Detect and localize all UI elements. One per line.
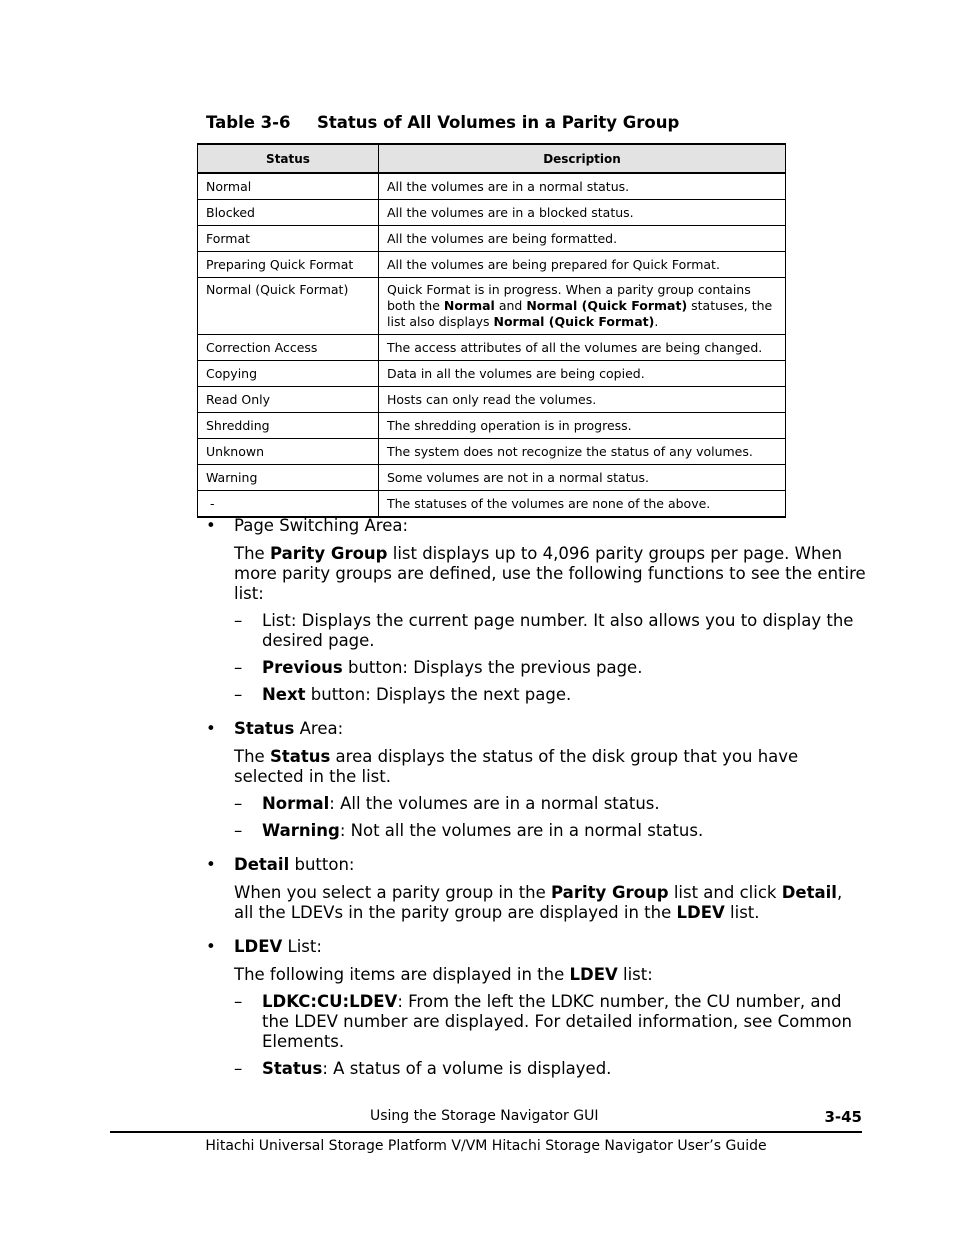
bullet-page-switching — [206, 516, 866, 536]
description-cell: All the volumes are in a blocked status. — [379, 200, 786, 226]
dash-item: – Next button: Displays the next page. — [234, 685, 572, 704]
description-cell: Quick Format is in progress. When a parity group contains both the Normal and Normal (Quick Format) statuses, the list also displays Normal (Quick Format). — [379, 278, 786, 335]
status-cell: Read Only — [198, 387, 379, 413]
table-row — [198, 465, 786, 491]
status-cell: Format — [198, 226, 379, 252]
bullet-mark: • — [206, 855, 216, 874]
description-cell: The shredding operation is in progress. — [379, 413, 786, 439]
paragraph: The Parity Group list displays up to 4,096 parity groups per page. When more parity groups are defined, use the following functions to see the entire list: — [234, 544, 866, 603]
header-description: Description — [379, 144, 786, 173]
paragraph: The following items are displayed in the LDEV list: — [234, 965, 653, 984]
header-status: Status — [198, 144, 379, 173]
dash-item: – Warning: Not all the volumes are in a normal status. — [234, 821, 704, 840]
dash-item: – Previous button: Displays the previous page. — [234, 658, 643, 677]
description-cell: The statuses of the volumes are none of the above. — [379, 491, 786, 518]
table-caption — [206, 113, 679, 132]
status-cell: - — [198, 491, 379, 518]
table-row — [198, 361, 786, 387]
table-title: Status of All Volumes in a Parity Group — [317, 113, 680, 132]
status-table — [197, 143, 786, 518]
footer-rule — [110, 1131, 862, 1133]
table-number: Table 3-6 — [206, 113, 291, 132]
table-row — [198, 413, 786, 439]
bullet-detail: • Detail button: — [206, 855, 355, 874]
description-cell: The access attributes of all the volumes are being changed. — [379, 335, 786, 361]
description-cell: All the volumes are in a normal status. — [379, 173, 786, 200]
bullet-status-area: • Status Area: — [206, 719, 344, 738]
status-cell: Unknown — [198, 439, 379, 465]
status-cell: Normal — [198, 173, 379, 200]
table-row — [198, 173, 786, 200]
description-cell: Data in all the volumes are being copied. — [379, 361, 786, 387]
table-row — [198, 439, 786, 465]
paragraph: When you select a parity group in the Parity Group list and click Detail, all the LDEVs in the parity group are displayed in the LDEV list. — [234, 883, 843, 922]
table-row — [198, 200, 786, 226]
status-cell: Warning — [198, 465, 379, 491]
description-cell: Some volumes are not in a normal status. — [379, 465, 786, 491]
table-row — [198, 387, 786, 413]
description-cell: All the volumes are being formatted. — [379, 226, 786, 252]
table-row — [198, 252, 786, 278]
dash-item: – List: Displays the current page number. It also allows you to display the desired page. — [234, 611, 854, 650]
bullet-ldev-list: • LDEV List: — [206, 937, 322, 956]
description-cell: All the volumes are being prepared for Quick Format. — [379, 252, 786, 278]
bullet-mark: • — [206, 719, 216, 738]
status-cell: Preparing Quick Format — [198, 252, 379, 278]
bullet-mark: • — [206, 516, 216, 535]
description-cell: The system does not recognize the status of any volumes. — [379, 439, 786, 465]
book-title: Hitachi Universal Storage Platform V/VM Hitachi Storage Navigator User’s Guide — [205, 1138, 767, 1154]
status-cell: Shredding — [198, 413, 379, 439]
description-cell: Hosts can only read the volumes. — [379, 387, 786, 413]
table-row — [198, 278, 786, 335]
page-number: 3-45 — [824, 1108, 862, 1126]
status-cell: Correction Access — [198, 335, 379, 361]
bullet-heading: Page Switching Area: — [234, 516, 409, 535]
status-cell: Copying — [198, 361, 379, 387]
dash-item: – Normal: All the volumes are in a normal status. — [234, 794, 660, 813]
table-row — [198, 335, 786, 361]
dash-item: – LDKC:CU:LDEV: From the left the LDKC number, the CU number, and the LDEV number are displayed. For detailed information, see Common Elements. — [234, 992, 852, 1051]
table-row — [198, 491, 786, 518]
table-header-row — [198, 144, 786, 173]
dash-item: – Status: A status of a volume is displayed. — [234, 1059, 612, 1078]
chapter-title: Using the Storage Navigator GUI — [370, 1108, 599, 1124]
table-row — [198, 226, 786, 252]
bullet-mark: • — [206, 937, 216, 956]
status-cell: Normal (Quick Format) — [198, 278, 379, 335]
paragraph: The Status area displays the status of the disk group that you have selected in the list. — [234, 747, 799, 786]
status-cell: Blocked — [198, 200, 379, 226]
body-text — [206, 516, 866, 1079]
